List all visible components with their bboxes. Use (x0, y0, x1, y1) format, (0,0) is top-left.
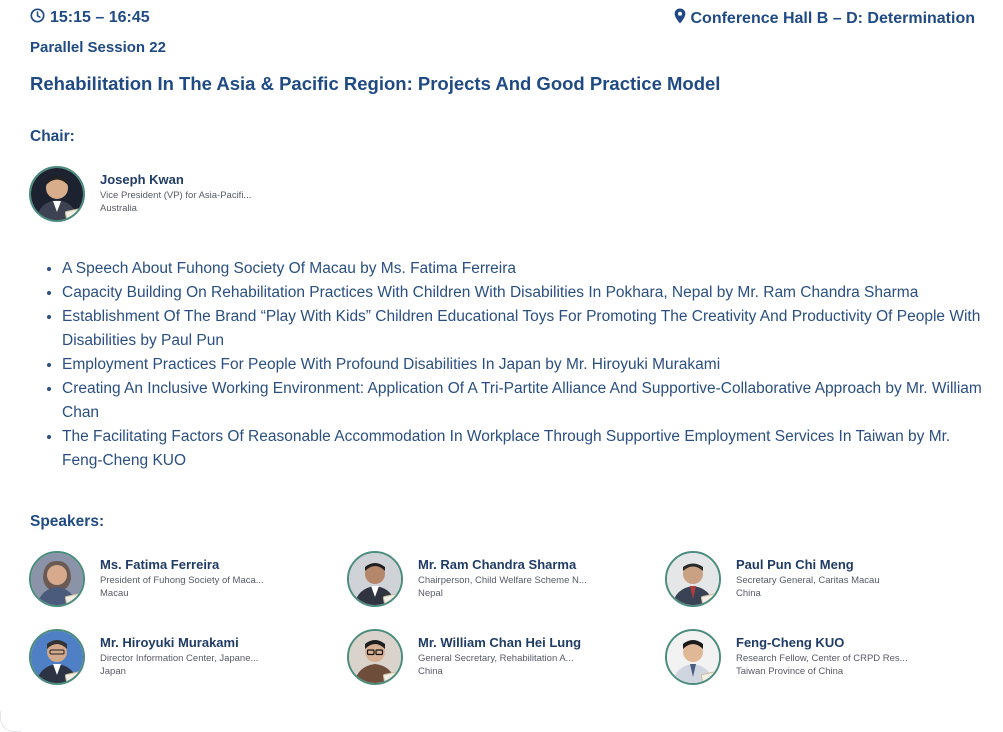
certificate-badge-icon (701, 592, 721, 607)
talk-item: • Creating An Inclusive Working Environment: Application Of A Tri-Partite Alliance And Supportive-Collaborative Approach by Mr. William Chan (62, 377, 982, 425)
chair-heading: Chair: (30, 128, 75, 145)
session-venue-text: Conference Hall B – D: Determination (690, 9, 975, 27)
speaker-name[interactable]: Mr. Ram Chandra Sharma (418, 557, 577, 572)
clock-icon (30, 8, 45, 28)
speaker-name[interactable]: Mr. William Chan Hei Lung (418, 635, 582, 650)
speaker-name[interactable]: Paul Pun Chi Meng (736, 557, 854, 572)
speaker-location: Japan (100, 666, 126, 677)
speaker-info (100, 557, 264, 599)
speaker-card[interactable] (29, 551, 329, 607)
certificate-badge-icon (65, 592, 85, 607)
chair-role: Vice President (VP) for Asia-Pacifi... (100, 190, 252, 201)
speaker-avatar[interactable] (665, 629, 721, 685)
speakers-heading: Speakers: (30, 513, 105, 530)
speaker-location: Nepal (418, 588, 443, 599)
speaker-name[interactable]: Feng-Cheng KUO (736, 635, 845, 650)
speaker-info (736, 557, 880, 599)
session-meta-bar (30, 8, 975, 28)
session-time (30, 8, 150, 28)
speaker-avatar[interactable] (29, 551, 85, 607)
talk-item: • Capacity Building On Rehabilitation Practices With Children With Disabilities In Pokhara, Nepal by Mr. Ram Chandra Sharma (62, 281, 982, 305)
talk-item: • Establishment Of The Brand “Play With Kids” Children Educational Toys For Promoting The Creativity And Productivity Of People With Disabilities by Paul Pun (62, 305, 982, 353)
speaker-role: Secretary General, Caritas Macau (736, 575, 880, 586)
speaker-info (736, 635, 908, 677)
chair-info (100, 172, 251, 214)
certificate-badge-icon (65, 670, 85, 685)
session-venue (674, 8, 976, 29)
speaker-card[interactable] (29, 629, 329, 685)
speaker-avatar[interactable] (665, 551, 721, 607)
speaker-card[interactable] (347, 629, 647, 685)
chair-location: Australia (100, 203, 137, 214)
speaker-avatar[interactable] (347, 551, 403, 607)
certificate-badge-icon (383, 670, 403, 685)
speaker-role: Research Fellow, Center of CRPD Res... (736, 653, 908, 664)
certificate-badge-icon (383, 592, 403, 607)
chair-avatar[interactable] (29, 166, 85, 222)
speaker-location: Macau (100, 588, 129, 599)
speaker-location: Taiwan Province of China (736, 666, 844, 677)
speaker-card[interactable] (347, 551, 647, 607)
session-label: Parallel Session 22 (30, 39, 166, 56)
speaker-name[interactable]: Ms. Fatima Ferreira (100, 557, 220, 572)
chair-name[interactable]: Joseph Kwan (100, 172, 184, 187)
speaker-avatar[interactable] (29, 629, 85, 685)
certificate-badge-icon (65, 207, 85, 222)
talk-item: • The Facilitating Factors Of Reasonable Accommodation In Workplace Through Supportive Employment Services In Taiwan by Mr. Feng-Cheng KUO (62, 425, 982, 473)
speaker-role: Chairperson, Child Welfare Scheme N... (418, 575, 587, 586)
speaker-card[interactable] (665, 551, 965, 607)
session-title: Rehabilitation In The Asia & Pacific Region: Projects And Good Practice Model (30, 73, 721, 94)
speaker-card[interactable] (665, 629, 965, 685)
talk-item: • Employment Practices For People With Profound Disabilities In Japan by Mr. Hiroyuki Murakami (62, 353, 982, 377)
talk-item: • A Speech About Fuhong Society Of Macau by Ms. Fatima Ferreira (62, 257, 982, 281)
speaker-name[interactable]: Mr. Hiroyuki Murakami (100, 635, 239, 650)
speaker-location: China (418, 666, 443, 677)
talk-list (44, 257, 982, 473)
speaker-avatar[interactable] (347, 629, 403, 685)
speaker-info (100, 635, 258, 677)
speaker-role: General Secretary, Rehabilitation A... (418, 653, 574, 664)
chair-card[interactable] (29, 166, 329, 222)
speaker-role: President of Fuhong Society of Maca... (100, 575, 264, 586)
speaker-location: China (736, 588, 761, 599)
session-time-text: 15:15 – 16:45 (50, 9, 150, 26)
card-corner (0, 711, 21, 732)
speaker-info (418, 557, 587, 599)
speaker-info (418, 635, 581, 677)
speaker-role: Director Information Center, Japane... (100, 653, 259, 664)
map-pin-icon (674, 8, 686, 29)
certificate-badge-icon (701, 670, 721, 685)
